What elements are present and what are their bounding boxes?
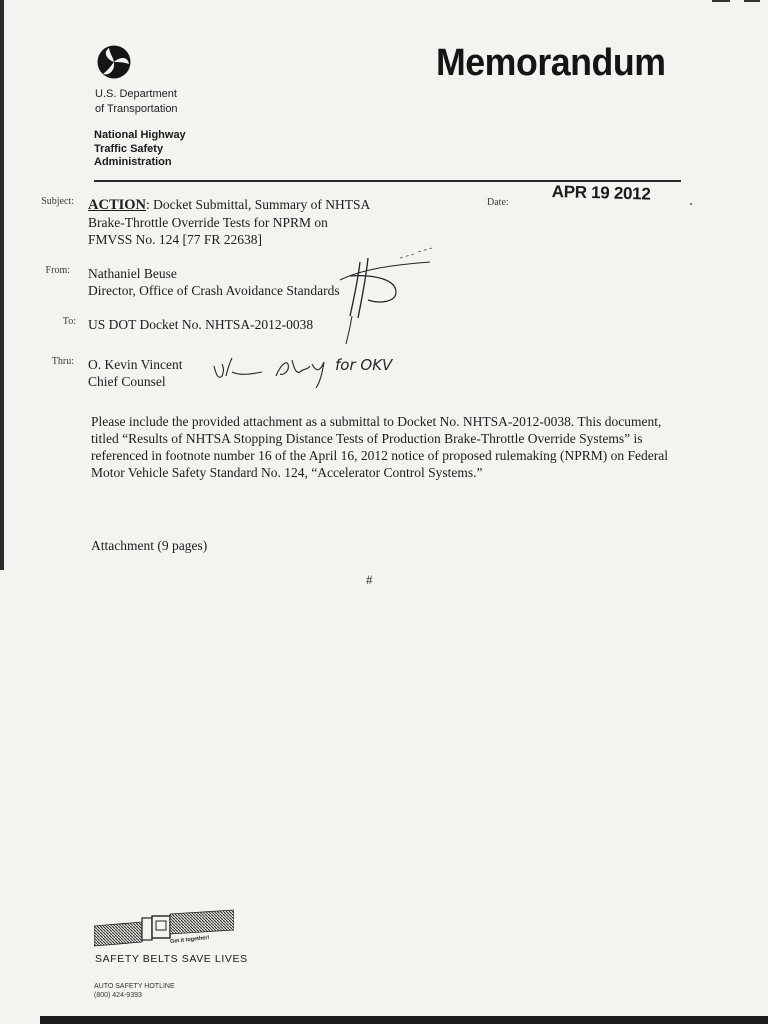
memo-body: Please include the provided attachment as a submittal to Docket No. NHTSA-2012-0038. This document, titled “Results of NHTSA Stopping Distance Tests of Production Brake-Throttle Override Systems” is referenced in footnote number 16 of the April 16, 2012 notice of proposed rulemaking (NPRM) on Federal Motor Vehicle Safety Standard No. 124, “Accelerator Control Systems.” — [91, 414, 668, 480]
scan-mark — [744, 0, 760, 2]
thru-label: Thru: — [51, 356, 74, 367]
handwritten-signature — [200, 240, 460, 390]
to-label: To: — [62, 316, 76, 327]
scan-edge-left — [0, 0, 4, 570]
page-title: Memorandum — [436, 42, 666, 84]
to-text: US DOT Docket No. NHTSA-2012-0038 — [88, 317, 314, 332]
agency-name: National Highway Traffic Safety Administration — [94, 129, 186, 168]
hotline-info: AUTO SAFETY HOTLINE (800) 424-9393 — [94, 983, 175, 999]
scan-mark — [712, 0, 730, 2]
dot-logo-icon — [97, 45, 131, 79]
safety-slogan: SAFETY BELTS SAVE LIVES — [95, 953, 248, 965]
belt-caption: Get it together! — [169, 934, 210, 946]
action-label: ACTION — [88, 197, 147, 213]
date-stamp: APR 19 2012 — [551, 182, 651, 204]
scan-speck — [690, 203, 692, 205]
attachment-note: Attachment (9 pages) — [91, 538, 208, 553]
subject-label: Subject: — [41, 196, 74, 207]
department-name: U.S. Department of Transportation — [95, 88, 178, 115]
subject-text: ACTION: Docket Submittal, Summary of NHTSA Brake-Throttle Override Tests for NPRM on FMVSS No. 124 [77 FR 22638] — [88, 197, 371, 247]
handwritten-note: for OKV — [335, 356, 393, 374]
thru-text: O. Kevin Vincent Chief Counsel — [88, 357, 183, 389]
scan-edge-bottom — [40, 1016, 768, 1024]
seat-belt-buckle-icon — [94, 908, 234, 948]
end-mark: # — [366, 572, 373, 587]
from-label: From: — [45, 265, 70, 276]
header-divider — [94, 180, 681, 182]
from-text: Nathaniel Beuse Director, Office of Crash Avoidance Standards — [88, 266, 340, 298]
date-label: Date: — [487, 197, 509, 208]
